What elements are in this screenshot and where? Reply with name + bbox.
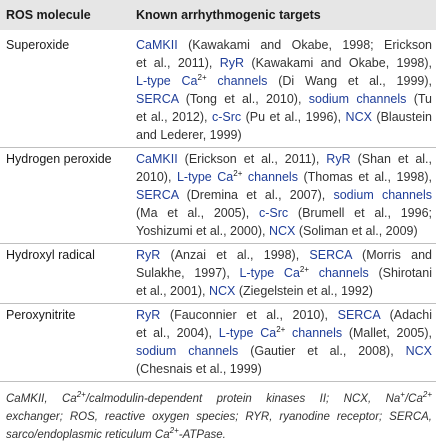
target-name: c-Src xyxy=(211,110,242,124)
text-span: (Anzai et al., 1998), xyxy=(160,248,310,262)
text-span: (Ziegelstein et al., 1992) xyxy=(235,284,373,298)
target-name: L-type Ca xyxy=(136,74,198,88)
superscript: 2+ xyxy=(233,169,243,178)
target-name: SERCA xyxy=(136,188,179,202)
superscript: 2+ xyxy=(197,73,207,82)
target-name: NCX xyxy=(345,110,372,124)
text-span: and Lederer, 1999) xyxy=(136,128,242,142)
target-name: L-type Ca xyxy=(176,170,234,184)
text-line xyxy=(136,90,432,108)
superscript: 2+ xyxy=(422,390,432,399)
target-name: sodium channels xyxy=(308,92,407,106)
text-line xyxy=(136,204,432,222)
row-divider xyxy=(0,147,436,148)
text-line xyxy=(136,108,432,126)
target-name: RyR xyxy=(136,248,161,262)
text-line xyxy=(136,222,432,240)
text-span: (Brumell et al., 1996; xyxy=(288,206,433,220)
text-span: CaMKII, Ca xyxy=(6,393,77,405)
text-span: (Dremina et al., 2007), xyxy=(178,188,334,202)
molecule-name: Peroxynitrite xyxy=(6,308,76,322)
row-divider xyxy=(0,303,436,304)
targets-cell xyxy=(136,306,432,378)
target-name: SERCA xyxy=(337,308,380,322)
targets-cell xyxy=(136,36,432,144)
table-header xyxy=(0,0,436,30)
text-span: et al., 2004), xyxy=(136,326,219,340)
text-line xyxy=(136,126,432,144)
target-name: RyR xyxy=(219,56,245,70)
table-footnote xyxy=(6,390,432,444)
target-name: sodium channels xyxy=(136,344,239,358)
text-line xyxy=(136,36,432,54)
text-span: Yoshizumi et al., 2000), xyxy=(136,224,269,238)
text-line xyxy=(6,390,432,408)
molecule-name: Hydroxyl radical xyxy=(6,248,95,262)
text-line xyxy=(6,408,432,426)
text-line xyxy=(136,72,432,90)
text-span: (Chesnais et al., 1999) xyxy=(136,362,262,376)
text-line xyxy=(136,342,432,360)
text-span: (Fauconnier et al., 2010), xyxy=(160,308,338,322)
text-line xyxy=(136,54,432,72)
text-line xyxy=(6,426,432,444)
superscript: + xyxy=(400,390,405,399)
target-name: RyR xyxy=(326,152,351,166)
text-span: (Shan et al., xyxy=(350,152,433,166)
target-name: L-type Ca xyxy=(239,266,300,280)
text-span: sarco/endoplasmic reticulum Ca xyxy=(6,429,170,441)
target-name: CaMKII xyxy=(136,38,178,52)
text-span: (Gautier et al., 2008), xyxy=(238,344,406,358)
text-span: et al., 2001), xyxy=(136,284,209,298)
text-span: et al., 2012), xyxy=(136,110,212,124)
text-span: (Thomas et al., 1998), xyxy=(297,170,432,184)
target-name: c-Src xyxy=(259,206,289,220)
text-line xyxy=(136,306,432,324)
text-span: (Kawakami and Okabe, 1998), xyxy=(244,56,432,70)
table-bottom-rule xyxy=(0,381,436,382)
text-span: Sulakhe, 1997), xyxy=(136,266,240,280)
text-span: (Tu xyxy=(406,92,432,106)
header-known-targets: Known arrhythmogenic targets xyxy=(136,8,321,22)
row-divider xyxy=(0,243,436,244)
header-ros-molecule: ROS molecule xyxy=(6,8,91,22)
text-line xyxy=(136,186,432,204)
text-span: (Mallet, 2005), xyxy=(342,326,432,340)
target-name: sodium channels xyxy=(333,188,432,202)
target-name: RyR xyxy=(136,308,161,322)
text-span: (Ma et al., 2005), xyxy=(136,206,259,220)
text-span: (Tong et al., 2010), xyxy=(178,92,309,106)
text-span: (Di Wang et al., 1999), xyxy=(267,74,432,88)
text-span: (Blaustein xyxy=(371,110,433,124)
text-span: et al., 2011), xyxy=(136,56,220,70)
text-line xyxy=(136,264,432,282)
text-line xyxy=(136,324,432,342)
target-name: channels xyxy=(285,326,343,340)
text-span: (Erickson et al., 2011), xyxy=(177,152,327,166)
text-line xyxy=(136,246,432,264)
text-span: (Kawakami and Okabe, 1998; Erickson xyxy=(177,38,432,52)
text-line xyxy=(136,360,432,378)
text-span: -ATPase. xyxy=(178,429,226,441)
target-name: NCX xyxy=(405,344,432,358)
text-span: 2010), xyxy=(136,170,177,184)
targets-cell xyxy=(136,246,432,300)
text-span: (Morris and xyxy=(351,248,432,262)
superscript: 2+ xyxy=(169,426,179,435)
text-span: /calmodulin-dependent protein kinases II; NCX, Na xyxy=(85,393,401,405)
target-name: NCX xyxy=(208,284,236,298)
molecule-name: Superoxide xyxy=(6,38,70,52)
target-name: L-type Ca xyxy=(218,326,277,340)
text-span: (Shirotani xyxy=(368,266,432,280)
text-span: (Pu et al., 1996), xyxy=(241,110,346,124)
targets-cell xyxy=(136,150,432,240)
target-name: channels xyxy=(242,170,298,184)
text-span: /Ca xyxy=(404,393,423,405)
text-line xyxy=(136,282,432,300)
text-line xyxy=(136,150,432,168)
target-name: SERCA xyxy=(309,248,352,262)
text-span: (Soliman et al., 2009) xyxy=(295,224,418,238)
target-name: channels xyxy=(309,266,369,280)
text-line xyxy=(136,168,432,186)
target-name: NCX xyxy=(268,224,296,238)
text-span: exchanger; ROS, reactive oxygen species; RYR, ryanodine receptor; SERCA, xyxy=(6,411,432,423)
superscript: 2+ xyxy=(276,325,286,334)
molecule-name: Hydrogen peroxide xyxy=(6,152,112,166)
target-name: CaMKII xyxy=(136,152,178,166)
text-span: (Adachi xyxy=(380,308,432,322)
superscript: 2+ xyxy=(299,265,310,274)
superscript: 2+ xyxy=(76,390,86,399)
target-name: SERCA xyxy=(136,92,179,106)
target-name: channels xyxy=(206,74,268,88)
